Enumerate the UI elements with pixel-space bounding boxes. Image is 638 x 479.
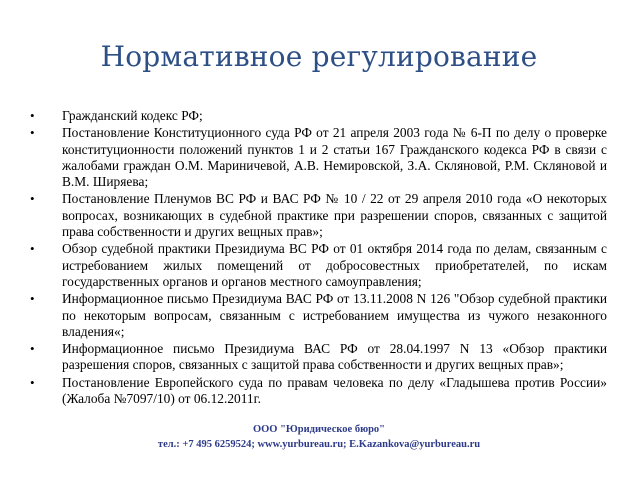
bullet-item-constitutional-court <box>30 125 607 190</box>
bullet-dot-icon: • <box>30 108 35 123</box>
bullet-item-supreme-court-review <box>30 241 607 290</box>
bullet-item-plenum-resolution <box>30 191 607 240</box>
bullet-dot-icon: • <box>30 374 35 390</box>
bullet-item-info-letter-126 <box>30 291 607 340</box>
bullet-text: Обзор судебной практики Президиума ВС РФ от 01 октября 2014 года по делам, связанным с истребованием жилых помещений от добросовестных приобретателей, по искам государственных органов и органов местного самоуправления; <box>62 241 607 289</box>
bullet-text: Гражданский кодекс РФ; <box>62 108 203 123</box>
footer-contacts: тел.: +7 495 6259524; www.yurbureau.ru; E.Kazankova@yurbureau.ru <box>157 439 481 450</box>
bullet-text: Постановление Пленумов ВС РФ и ВАС РФ № 10 / 22 от 29 апреля 2010 года «О некоторых вопросах, возникающих в судебной практике при разрешении споров, связанных с защитой права собственности и других вещных прав»; <box>62 191 607 240</box>
bullet-dot-icon: • <box>30 291 35 307</box>
bullet-item-info-letter-13 <box>30 341 607 374</box>
bullet-text: Информационное письмо Президиума ВАС РФ от 28.04.1997 N 13 «Обзор практики разрешения споров, связанных с защитой права собственности и других вещных прав»; <box>62 341 607 373</box>
bullet-dot-icon: • <box>30 125 35 141</box>
bullet-text: Постановление Конституционного суда РФ от 21 апреля 2003 года № 6-П по делу о проверке конституционности положений пунктов 1 и 2 статьи 167 Гражданского кодекса РФ в связи с жалобами граждан О.М. Мариничевой, А.В. Немировской, З.А. Скляновой, Р.М. Скляновой и В.М. Ширяева; <box>62 125 607 190</box>
footer-company: ООО "Юридическое бюро" <box>252 424 386 435</box>
bullet-item-echr-ruling <box>30 375 607 408</box>
bullet-dot-icon: • <box>30 191 35 207</box>
bullet-dot-icon: • <box>30 341 35 357</box>
bullet-item-civil-code <box>30 108 607 124</box>
bullet-dot-icon: • <box>30 241 35 257</box>
bullet-text: Постановление Европейского суда по правам человека по делу «Гладышева против России» (Жалоба №7097/10) от 06.12.2011г. <box>62 374 607 407</box>
slide-title: Нормативное регулирование <box>100 40 538 73</box>
bullet-list <box>30 108 607 408</box>
bullet-text: Информационное письмо Президиума ВАС РФ от 13.11.2008 N 126 "Обзор судебной практики по некоторым вопросам, связанным с истребованием имущества из чужого незаконного владения«; <box>62 291 607 339</box>
